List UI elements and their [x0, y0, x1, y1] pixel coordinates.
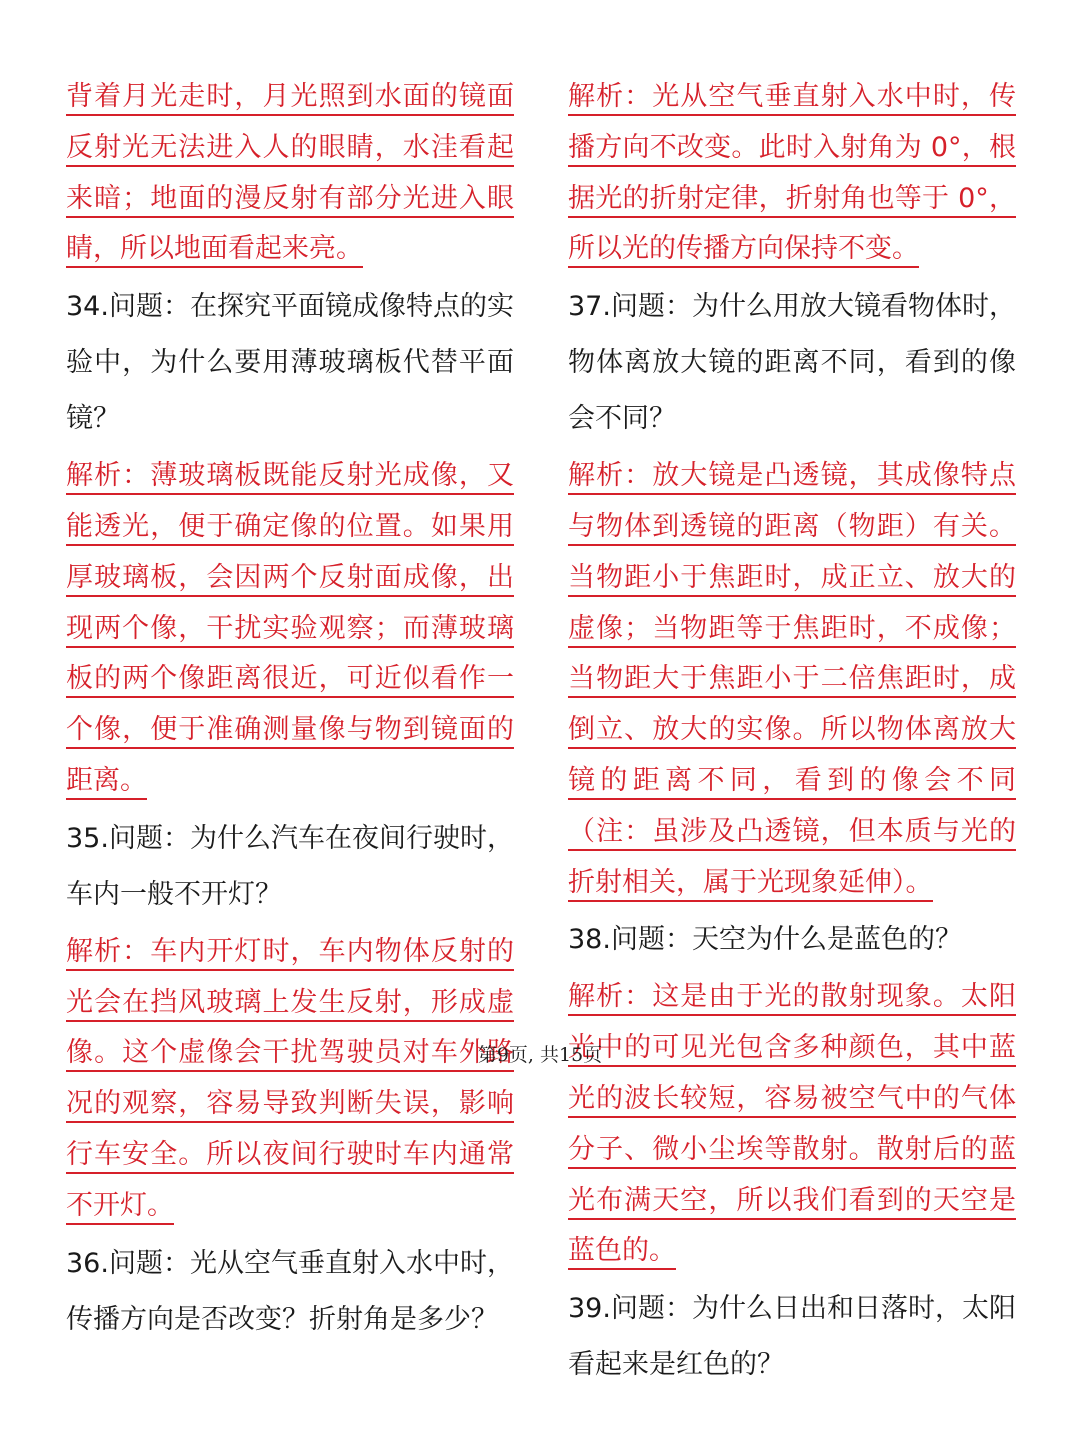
- question-36: 36.问题：光从空气垂直射入水中时，传播方向是否改变？折射角是多少？: [66, 1247, 514, 1335]
- answer-36: 解析：光从空气垂直射入水中时，传播方向不改变。此时入射角为 0°，根据光的折射定律，折射角也等于 0°，所以光的传播方向保持不变。: [568, 72, 1016, 275]
- answer-37: 解析：放大镜是凸透镜，其成像特点与物体到透镜的距离（物距）有关。当物距小于焦距时，成正立、放大的虚像；当物距等于焦距时，不成像；当物距大于焦距小于二倍焦距时，成倒立、放大的实像。所以物体离放大镜的距离不同，看到的像会不同（注：虽涉及凸透镜，但本质与光的折射相关，属于光现象延伸）。: [568, 451, 1016, 908]
- page-number: 第9页, 共15页: [477, 1044, 603, 1066]
- question-34: 34.问题：在探究平面镜成像特点的实验中，为什么要用薄玻璃板代替平面镜？: [66, 291, 514, 435]
- question-38: 38.问题：天空为什么是蓝色的？: [568, 924, 962, 956]
- left-column: [66, 72, 514, 1352]
- question-37: 37.问题：为什么用放大镜看物体时，物体离放大镜的距离不同，看到的像会不同？: [568, 291, 1016, 435]
- answer-35: 解析：车内开灯时，车内物体反射的光会在挡风玻璃上发生反射，形成虚像。这个虚像会干扰驾驶员对车外路况的观察，容易导致判断失误，影响行车安全。所以夜间行驶时车内通常不开灯。: [66, 927, 514, 1232]
- question-35: 35.问题：为什么汽车在夜间行驶时，车内一般不开灯？: [66, 822, 514, 910]
- question-39: 39.问题：为什么日出和日落时，太阳看起来是红色的？: [568, 1293, 1016, 1381]
- answer-33-continued: 背着月光走时，月光照到水面的镜面反射光无法进入人的眼睛，水洼看起来暗；地面的漫反射有部分光进入眼睛，所以地面看起来亮。: [66, 72, 514, 275]
- answer-38: 解析：这是由于光的散射现象。太阳光中的可见光包含多种颜色，其中蓝光的波长较短，容易被空气中的气体分子、微小尘埃等散射。散射后的蓝光布满天空，所以我们看到的天空是蓝色的。: [568, 972, 1016, 1277]
- answer-34: 解析：薄玻璃板既能反射光成像，又能透光，便于确定像的位置。如果用厚玻璃板，会因两个反射面成像，出现两个像，干扰实验观察；而薄玻璃板的两个像距离很近，可近似看作一个像，便于准确测量像与物到镜面的距离。: [66, 451, 514, 807]
- right-column: [568, 72, 1016, 1397]
